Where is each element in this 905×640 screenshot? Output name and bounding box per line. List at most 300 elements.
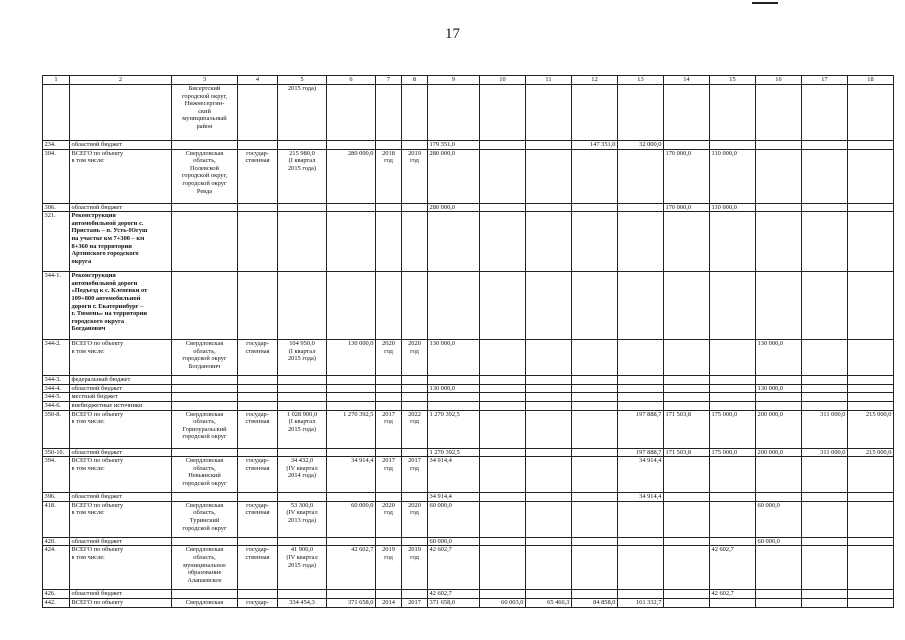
- table-cell: [238, 85, 278, 141]
- table-cell: 304.: [43, 149, 70, 203]
- table-cell: 170 000,0: [664, 203, 710, 212]
- table-cell: [172, 141, 238, 150]
- table-cell: 170 000,0: [664, 149, 710, 203]
- table-cell: 215 000,0: [848, 448, 894, 457]
- column-number-cell: 16: [756, 76, 802, 85]
- table-cell: 42 602,7: [428, 546, 480, 590]
- table-cell: 344-1.: [43, 272, 70, 340]
- table-cell: [480, 203, 526, 212]
- table-cell: [618, 272, 664, 340]
- table-cell: [710, 457, 756, 493]
- table-cell: [618, 149, 664, 203]
- table-cell: [802, 203, 848, 212]
- table-cell: [756, 493, 802, 502]
- table-row: [43, 393, 894, 402]
- table-cell: [664, 457, 710, 493]
- table-cell: 175 000,0: [710, 410, 756, 448]
- table-cell: [710, 212, 756, 272]
- table-cell: [480, 141, 526, 150]
- table-cell: [664, 272, 710, 340]
- table-cell: 2015 года): [278, 85, 327, 141]
- table-cell: [802, 590, 848, 599]
- table-cell: [278, 376, 327, 385]
- table-cell: [376, 493, 402, 502]
- table-cell: [526, 401, 572, 410]
- table-cell: [572, 393, 618, 402]
- table-cell: [664, 546, 710, 590]
- table-cell: [480, 546, 526, 590]
- table-cell: [618, 537, 664, 546]
- table-cell: 161 332,7: [618, 598, 664, 607]
- table-row: [43, 85, 894, 141]
- table-cell: [572, 340, 618, 376]
- column-number-cell: 10: [480, 76, 526, 85]
- table-cell: [802, 401, 848, 410]
- table-row: [43, 590, 894, 599]
- table-cell: государ- ственная: [238, 410, 278, 448]
- table-cell: 2017 год: [376, 410, 402, 448]
- table-cell: 130 000,0: [428, 384, 480, 393]
- table-cell: 60 000,0: [756, 537, 802, 546]
- table-cell: [327, 393, 376, 402]
- table-cell: 350-10.: [43, 448, 70, 457]
- table-cell: Свердловская область, Невьянский городской округ: [172, 457, 238, 493]
- table-cell: [327, 203, 376, 212]
- table-cell: ВСЕГО по объекту в том числе:: [70, 340, 172, 376]
- table-cell: [664, 493, 710, 502]
- table-cell: [428, 376, 480, 385]
- table-cell: [848, 537, 894, 546]
- column-number-cell: 13: [618, 76, 664, 85]
- table-cell: [480, 393, 526, 402]
- table-cell: [848, 376, 894, 385]
- table-cell: [848, 212, 894, 272]
- table-cell: [526, 340, 572, 376]
- table-cell: [278, 493, 327, 502]
- table-cell: 280 000,0: [428, 149, 480, 203]
- table-row: [43, 401, 894, 410]
- table-cell: [376, 376, 402, 385]
- table-cell: [402, 85, 428, 141]
- table-cell: [848, 141, 894, 150]
- table-cell: [327, 384, 376, 393]
- table-cell: федеральный бюджет: [70, 376, 172, 385]
- table-cell: [376, 203, 402, 212]
- table-cell: 110 000,0: [710, 203, 756, 212]
- table-cell: [526, 590, 572, 599]
- table-cell: [480, 272, 526, 340]
- table-cell: Свердловская область, муниципальное образование Алапаевское: [172, 546, 238, 590]
- table-cell: [376, 537, 402, 546]
- table-cell: 42 602,7: [428, 590, 480, 599]
- table-cell: 200 000,0: [756, 410, 802, 448]
- table-cell: [526, 376, 572, 385]
- table-cell: [327, 376, 376, 385]
- table-cell: [428, 393, 480, 402]
- table-row: [43, 340, 894, 376]
- table-cell: Свердловская область, Туринский городской округ: [172, 501, 238, 537]
- table-cell: [664, 340, 710, 376]
- table-cell: областной бюджет: [70, 537, 172, 546]
- table-row: [43, 149, 894, 203]
- table-cell: [710, 493, 756, 502]
- table-cell: 1 270 392,5: [428, 410, 480, 448]
- table-cell: 2020 год: [376, 501, 402, 537]
- table-cell: [710, 340, 756, 376]
- table-cell: [756, 149, 802, 203]
- table-cell: [278, 384, 327, 393]
- table-cell: [278, 212, 327, 272]
- top-rule: [752, 2, 778, 4]
- table-cell: [402, 537, 428, 546]
- table-cell: [526, 410, 572, 448]
- table-cell: 2020 год: [402, 501, 428, 537]
- table-cell: Реконструкция автомобильной дороги «Подъезд к с. Кленевки от 109+800 автомобильной дороги г. Екатеринбург – г. Тюмень» на территории городского округа Богданович: [70, 272, 172, 340]
- table-cell: ВСЕГО по объекту в том числе:: [70, 501, 172, 537]
- table-cell: [572, 149, 618, 203]
- table-cell: Свердловская область, Горноуральский городской округ: [172, 410, 238, 448]
- table-cell: государ- ственная: [238, 149, 278, 203]
- table-cell: [526, 203, 572, 212]
- table-cell: 215 980,0 (I квартал 2015 года): [278, 149, 327, 203]
- table-cell: [480, 448, 526, 457]
- table-cell: [756, 457, 802, 493]
- table-cell: государ- ственная: [238, 457, 278, 493]
- table-cell: [480, 376, 526, 385]
- table-cell: [710, 401, 756, 410]
- table-cell: 53 300,0 (IV квартал 2013 года): [278, 501, 327, 537]
- table-cell: Свердловская: [172, 598, 238, 607]
- table-cell: [664, 384, 710, 393]
- table-row: [43, 141, 894, 150]
- table-cell: 344-4.: [43, 384, 70, 393]
- table-cell: [572, 203, 618, 212]
- table-cell: [172, 376, 238, 385]
- table-cell: [480, 457, 526, 493]
- table-cell: ВСЕГО по объекту в том числе:: [70, 546, 172, 590]
- table-cell: [572, 410, 618, 448]
- table-cell: [618, 384, 664, 393]
- table-cell: [327, 272, 376, 340]
- table-cell: [278, 141, 327, 150]
- table-cell: [802, 501, 848, 537]
- table-cell: 344-5.: [43, 393, 70, 402]
- table-cell: [618, 401, 664, 410]
- table-cell: 34 914,4: [618, 457, 664, 493]
- table-cell: [802, 457, 848, 493]
- table-cell: 426.: [43, 590, 70, 599]
- table-cell: 2017: [402, 598, 428, 607]
- table-cell: [327, 212, 376, 272]
- table-cell: [848, 493, 894, 502]
- table-cell: [756, 376, 802, 385]
- table-cell: [802, 393, 848, 402]
- table-cell: [526, 141, 572, 150]
- table-cell: [618, 501, 664, 537]
- table-cell: [402, 384, 428, 393]
- table-cell: 60 000,0: [428, 537, 480, 546]
- table-cell: [756, 141, 802, 150]
- table-cell: [526, 212, 572, 272]
- table-cell: [526, 457, 572, 493]
- table-cell: [428, 401, 480, 410]
- table-cell: [848, 85, 894, 141]
- table-cell: [376, 272, 402, 340]
- table-cell: [710, 85, 756, 141]
- table-cell: 179 351,0: [428, 141, 480, 150]
- table-row: [43, 546, 894, 590]
- table-cell: 34 914,4: [428, 493, 480, 502]
- table-cell: 2022 год: [402, 410, 428, 448]
- table-cell: [238, 203, 278, 212]
- table-cell: [756, 272, 802, 340]
- table-cell: [664, 401, 710, 410]
- table-cell: [802, 493, 848, 502]
- table-cell: [664, 85, 710, 141]
- table-cell: [480, 410, 526, 448]
- table-cell: Бисертский городской округ, Нижнесергин- ский муниципальный район: [172, 85, 238, 141]
- table-cell: [710, 384, 756, 393]
- table-cell: [278, 393, 327, 402]
- table-cell: [402, 493, 428, 502]
- table-cell: 104 950,0 (I квартал 2015 года): [278, 340, 327, 376]
- table-cell: [848, 384, 894, 393]
- table-cell: [238, 141, 278, 150]
- table-cell: 2019 год: [402, 149, 428, 203]
- table-row: [43, 448, 894, 457]
- table-cell: ВСЕГО по объекту в том числе:: [70, 410, 172, 448]
- table-cell: [278, 401, 327, 410]
- table-cell: [756, 546, 802, 590]
- table-cell: 197 888,7: [618, 448, 664, 457]
- table-row: [43, 212, 894, 272]
- table-cell: государ- ственная: [238, 501, 278, 537]
- table-cell: [376, 590, 402, 599]
- table-cell: 110 000,0: [710, 149, 756, 203]
- column-number-cell: 2: [70, 76, 172, 85]
- table-cell: 32 000,0: [618, 141, 664, 150]
- table-cell: 394.: [43, 457, 70, 493]
- table-cell: [664, 501, 710, 537]
- column-number-cell: 1: [43, 76, 70, 85]
- table-cell: областной бюджет: [70, 203, 172, 212]
- table-cell: 2020 год: [376, 340, 402, 376]
- table-cell: 2017 год: [376, 457, 402, 493]
- table-cell: [618, 590, 664, 599]
- table-cell: [802, 598, 848, 607]
- table-row: [43, 384, 894, 393]
- column-number-cell: 11: [526, 76, 572, 85]
- table-cell: 306.: [43, 203, 70, 212]
- table-cell: 84 858,0: [572, 598, 618, 607]
- table-cell: [238, 376, 278, 385]
- table-cell: [572, 85, 618, 141]
- table-cell: [664, 537, 710, 546]
- table-cell: [43, 85, 70, 141]
- table-cell: [238, 448, 278, 457]
- table-row: [43, 410, 894, 448]
- table-cell: 350-8.: [43, 410, 70, 448]
- table-cell: [480, 85, 526, 141]
- table-cell: [572, 212, 618, 272]
- table-cell: 42 602,7: [710, 546, 756, 590]
- table-cell: [172, 448, 238, 457]
- table-cell: государ-: [238, 598, 278, 607]
- table-cell: 2017 год: [402, 457, 428, 493]
- column-number-cell: 3: [172, 76, 238, 85]
- column-number-cell: 12: [572, 76, 618, 85]
- table-cell: [480, 493, 526, 502]
- table-cell: [376, 85, 402, 141]
- table-cell: [618, 546, 664, 590]
- table-cell: 424.: [43, 546, 70, 590]
- table-cell: [376, 393, 402, 402]
- table-cell: 42 602,7: [327, 546, 376, 590]
- table-cell: Реконструкция автомобильной дороги с. Пристань – п. Усть-Югуш на участке км 7+300 – км 8+360 на территории Артинского городского округа: [70, 212, 172, 272]
- table-cell: [848, 598, 894, 607]
- table-cell: [238, 493, 278, 502]
- table-cell: внебюджетные источники: [70, 401, 172, 410]
- table-row: [43, 457, 894, 493]
- table-row: [43, 537, 894, 546]
- table-cell: [848, 590, 894, 599]
- table-cell: [710, 537, 756, 546]
- table-cell: [572, 493, 618, 502]
- table-cell: [848, 401, 894, 410]
- table-cell: [376, 401, 402, 410]
- table-cell: 130 000,0: [428, 340, 480, 376]
- column-number-cell: 8: [402, 76, 428, 85]
- table-cell: [802, 546, 848, 590]
- table-cell: ВСЕГО по объекту в том числе:: [70, 457, 172, 493]
- table-cell: 344-6.: [43, 401, 70, 410]
- table-cell: [802, 384, 848, 393]
- table-cell: [480, 537, 526, 546]
- table-cell: [848, 149, 894, 203]
- table-row: [43, 501, 894, 537]
- table-row: [43, 203, 894, 212]
- table-cell: 130 000,0: [756, 384, 802, 393]
- table-cell: [526, 384, 572, 393]
- table-cell: [327, 141, 376, 150]
- table-cell: [710, 393, 756, 402]
- table-row: [43, 493, 894, 502]
- table-cell: [428, 272, 480, 340]
- table-cell: [376, 448, 402, 457]
- column-number-cell: 14: [664, 76, 710, 85]
- table-cell: [756, 598, 802, 607]
- table-cell: [238, 272, 278, 340]
- table-cell: [756, 212, 802, 272]
- table-cell: [238, 401, 278, 410]
- table-cell: [402, 272, 428, 340]
- table-cell: Свердловская область, городской округ Богданович: [172, 340, 238, 376]
- table-cell: 175 000,0: [710, 448, 756, 457]
- column-number-cell: 9: [428, 76, 480, 85]
- budget-table: [42, 75, 894, 608]
- table-cell: 42 602,7: [710, 590, 756, 599]
- table-cell: [756, 203, 802, 212]
- table-cell: [172, 590, 238, 599]
- table-cell: 234.: [43, 141, 70, 150]
- table-cell: [376, 141, 402, 150]
- table-cell: областной бюджет: [70, 448, 172, 457]
- table-cell: 147 351,0: [572, 141, 618, 150]
- table-cell: [756, 85, 802, 141]
- table-cell: [526, 393, 572, 402]
- table-cell: 311 000,0: [802, 448, 848, 457]
- table-cell: 2019 год: [376, 546, 402, 590]
- table-cell: 34 914,4: [618, 493, 664, 502]
- table-cell: [238, 393, 278, 402]
- column-number-cell: 15: [710, 76, 756, 85]
- table-cell: [278, 448, 327, 457]
- table-cell: [618, 393, 664, 402]
- table-cell: 65 466,3: [526, 598, 572, 607]
- table-cell: 420.: [43, 537, 70, 546]
- table-cell: [526, 85, 572, 141]
- table-cell: 60 000,0: [428, 501, 480, 537]
- column-number-cell: 17: [802, 76, 848, 85]
- table-cell: [848, 340, 894, 376]
- column-number-cell: 7: [376, 76, 402, 85]
- table-cell: [327, 448, 376, 457]
- table-cell: 1 270 392,5: [327, 410, 376, 448]
- table-cell: [172, 272, 238, 340]
- table-cell: [710, 272, 756, 340]
- table-cell: 371 658,0: [327, 598, 376, 607]
- table-cell: [802, 149, 848, 203]
- table-cell: [327, 590, 376, 599]
- table-cell: [238, 212, 278, 272]
- table-cell: [664, 590, 710, 599]
- table-cell: [618, 212, 664, 272]
- table-cell: [802, 85, 848, 141]
- table-cell: [802, 212, 848, 272]
- table-cell: [70, 85, 172, 141]
- table-cell: 311 000,0: [802, 410, 848, 448]
- table-cell: [278, 272, 327, 340]
- table-row: [43, 598, 894, 607]
- table-cell: [172, 537, 238, 546]
- table-cell: [572, 501, 618, 537]
- table-cell: [526, 149, 572, 203]
- table-cell: 200 000,0: [756, 448, 802, 457]
- table-cell: 60 003,0: [480, 598, 526, 607]
- table-cell: 280 000,0: [327, 149, 376, 203]
- table-cell: [572, 457, 618, 493]
- column-number-cell: 18: [848, 76, 894, 85]
- table-cell: 130 000,0: [756, 340, 802, 376]
- column-number-cell: 4: [238, 76, 278, 85]
- header-row: [43, 76, 894, 85]
- table-cell: [572, 590, 618, 599]
- table-cell: [572, 272, 618, 340]
- table-cell: [802, 272, 848, 340]
- table-cell: [618, 203, 664, 212]
- table-cell: [664, 393, 710, 402]
- table-cell: [376, 384, 402, 393]
- table-cell: [402, 448, 428, 457]
- table-cell: 2018 год: [376, 149, 402, 203]
- table-cell: [756, 401, 802, 410]
- table-cell: [756, 393, 802, 402]
- table-cell: [402, 393, 428, 402]
- table-cell: [618, 85, 664, 141]
- table-cell: [172, 401, 238, 410]
- table-cell: ВСЕГО по объекту: [70, 598, 172, 607]
- table-cell: [480, 401, 526, 410]
